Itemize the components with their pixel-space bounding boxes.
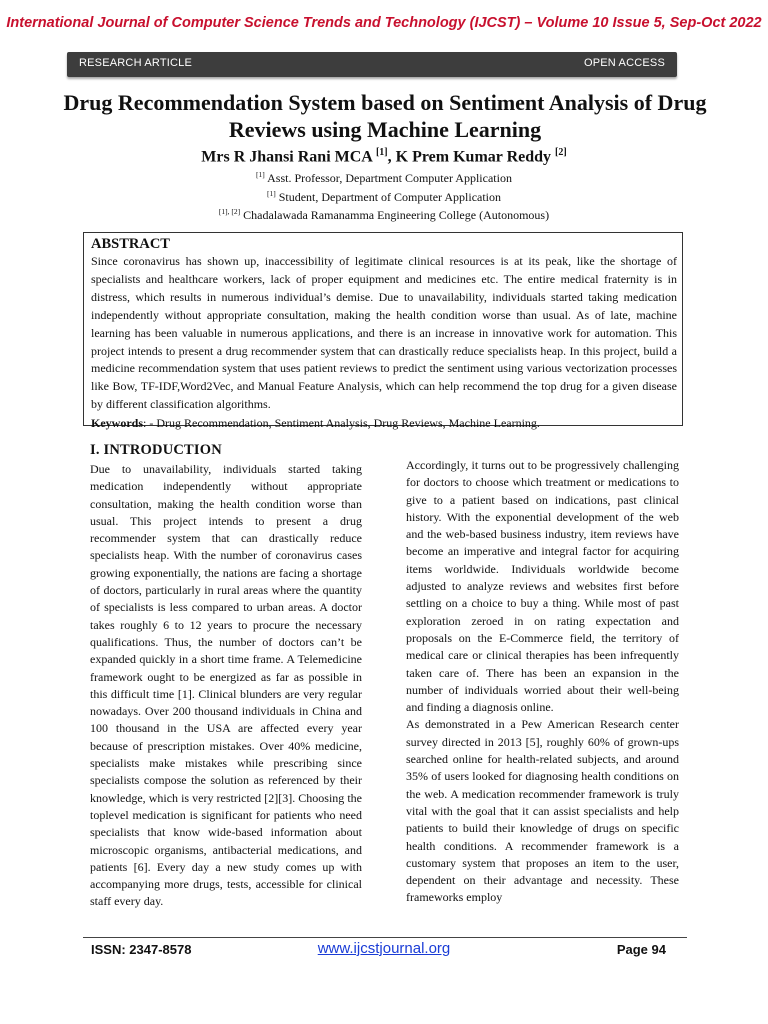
authors-line	[0, 147, 768, 166]
affiliation-1-mark: [1]	[256, 170, 265, 179]
article-type-banner	[67, 52, 677, 77]
author-1: Mrs R Jhansi Rani MCA	[201, 148, 376, 166]
journal-header: International Journal of Computer Science Trends and Technology (IJCST) – Volume 10 Issue 5, Sep-Oct 2022	[6, 15, 762, 31]
affiliation-3-mark: [1], [2]	[218, 207, 241, 216]
author-separator: ,	[387, 148, 396, 166]
affiliation-3-text: Chadalawada Ramanamma Engineering College (Autonomous)	[240, 208, 550, 222]
right-paragraph-2: As demonstrated in a Pew American Research center survey directed in 2013 [5], roughly 60% of grown-ups searched online for health-related subjects, and around 35% of users looked for diagnosing health conditions on the web. A medication recommender framework is truly vital with the goal that it can assist specialists and help patients to build their knowledge of drugs on specific health conditions. A recommender framework is a customary system that proposes an item to the user, dependent on their advantage and necessity. These frameworks employ	[406, 717, 679, 905]
abstract-text: Since coronavirus has shown up, inaccessibility of legitimate clinical resources is at its peak, like the shortage of specialists and healthcare workers, lack of proper equipment and medicines etc. The entire medical fraternity is in distress, which results in numerous individual’s demise. Due to unavailability, individuals started taking medication independently without appropriate consultation, making the health condition worse than usual. As of late, machine learning has been valuable in numerous applications, and there is an increase in innovative work for automation. This project intends to present a drug recommender system that can drastically reduce specialists heap. In this project, build a medicine recommendation system that uses patient reviews to predict the sentiment using various vectorization processes like Bow, TF-IDF,Word2Vec, and Manual Feature Analysis, which can help recommend the top drug for a given disease by different classification algorithms.	[91, 254, 677, 412]
keywords-line	[91, 414, 677, 432]
left-column	[90, 461, 362, 911]
right-paragraph-1: Accordingly, it turns out to be progressively challenging for doctors to choose which treatment or medications to give to a patient based on indications, past clinical history. With the exponential development of the web and the web-based business industry, item reviews have become an imperative and integral factor for acquiring items worldwide. Individuals worldwide become adjusted to analyze reviews and websites first before settling on a choice to buy a thing. While most of past exploration zeroed in on rating expectation and proposals on the E-Commerce field, the territory of medical care or clinical therapies has been infrequently taken care of. There has been an expansion in the number of individuals worried about their well-being and finding a diagnosis online.	[406, 458, 679, 715]
left-paragraph-1: Due to unavailability, individuals started taking medication independently without appropriate consultation, making the health condition worse than usual. This project intends to present a drug recommender system that can drastically reduce specialists heap. With the number of coronavirus cases growing exponentially, the nations are facing a shortage of doctors, particularly in rural areas where the quantity of specialists is less compared to urban areas. A doctor takes roughly 6 to 12 years to procure the necessary qualifications. Thus, the number of doctors can’t be expanded quickly in a short time frame. A Telemedicine framework ought to be energized as far as possible in this difficult time [1]. Clinical blunders are very regular nowadays. Over 200 thousand individuals in China and 100 thousand in the USA are affected every year because of prescription mistakes. Over 40% medicine, specialists make mistakes while prescribing since specialists compose the solution as referenced by their knowledge, which is very restricted [2][3]. Choosing the toplevel medication is significant for patients who need specialists that know wide-based information about microscopic organisms, antibacterial medications, and patients [6]. Every day a new study comes up with accompanying more drugs, tests, accessible for clinical staff every day.	[90, 462, 362, 909]
author-1-affil-mark: [1]	[375, 147, 388, 158]
paper-title: Drug Recommendation System based on Sentiment Analysis of Drug Reviews using Machine Learning	[63, 90, 707, 142]
right-column	[406, 457, 679, 907]
footer-page-number: Page 94	[616, 942, 666, 957]
introduction-heading: I. INTRODUCTION	[90, 442, 222, 458]
affiliation-2-mark: [1]	[266, 189, 276, 198]
keywords-text: : - Drug Recommendation, Sentiment Analysis, Drug Reviews, Machine Learning.	[143, 416, 540, 431]
affiliation-3	[0, 207, 768, 223]
affiliation-2-text: Student, Department of Computer Application	[275, 190, 502, 204]
footer-issn: ISSN: 2347-8578	[91, 942, 192, 957]
footer-journal-link[interactable]: www.ijcstjournal.org	[317, 940, 451, 957]
article-type-label: RESEARCH ARTICLE	[79, 57, 193, 69]
author-2: K Prem Kumar Reddy	[395, 148, 556, 166]
affiliation-1-text: Asst. Professor, Department Computer Application	[264, 171, 512, 185]
abstract-box	[83, 232, 683, 431]
abstract-heading: ABSTRACT	[91, 236, 170, 252]
open-access-label: OPEN ACCESS	[583, 57, 665, 69]
affiliation-2	[0, 189, 768, 205]
keywords-label: Keywords	[91, 416, 143, 431]
footer-divider	[83, 937, 687, 938]
author-2-affil-mark: [2]	[555, 147, 567, 158]
affiliation-1	[0, 170, 768, 186]
